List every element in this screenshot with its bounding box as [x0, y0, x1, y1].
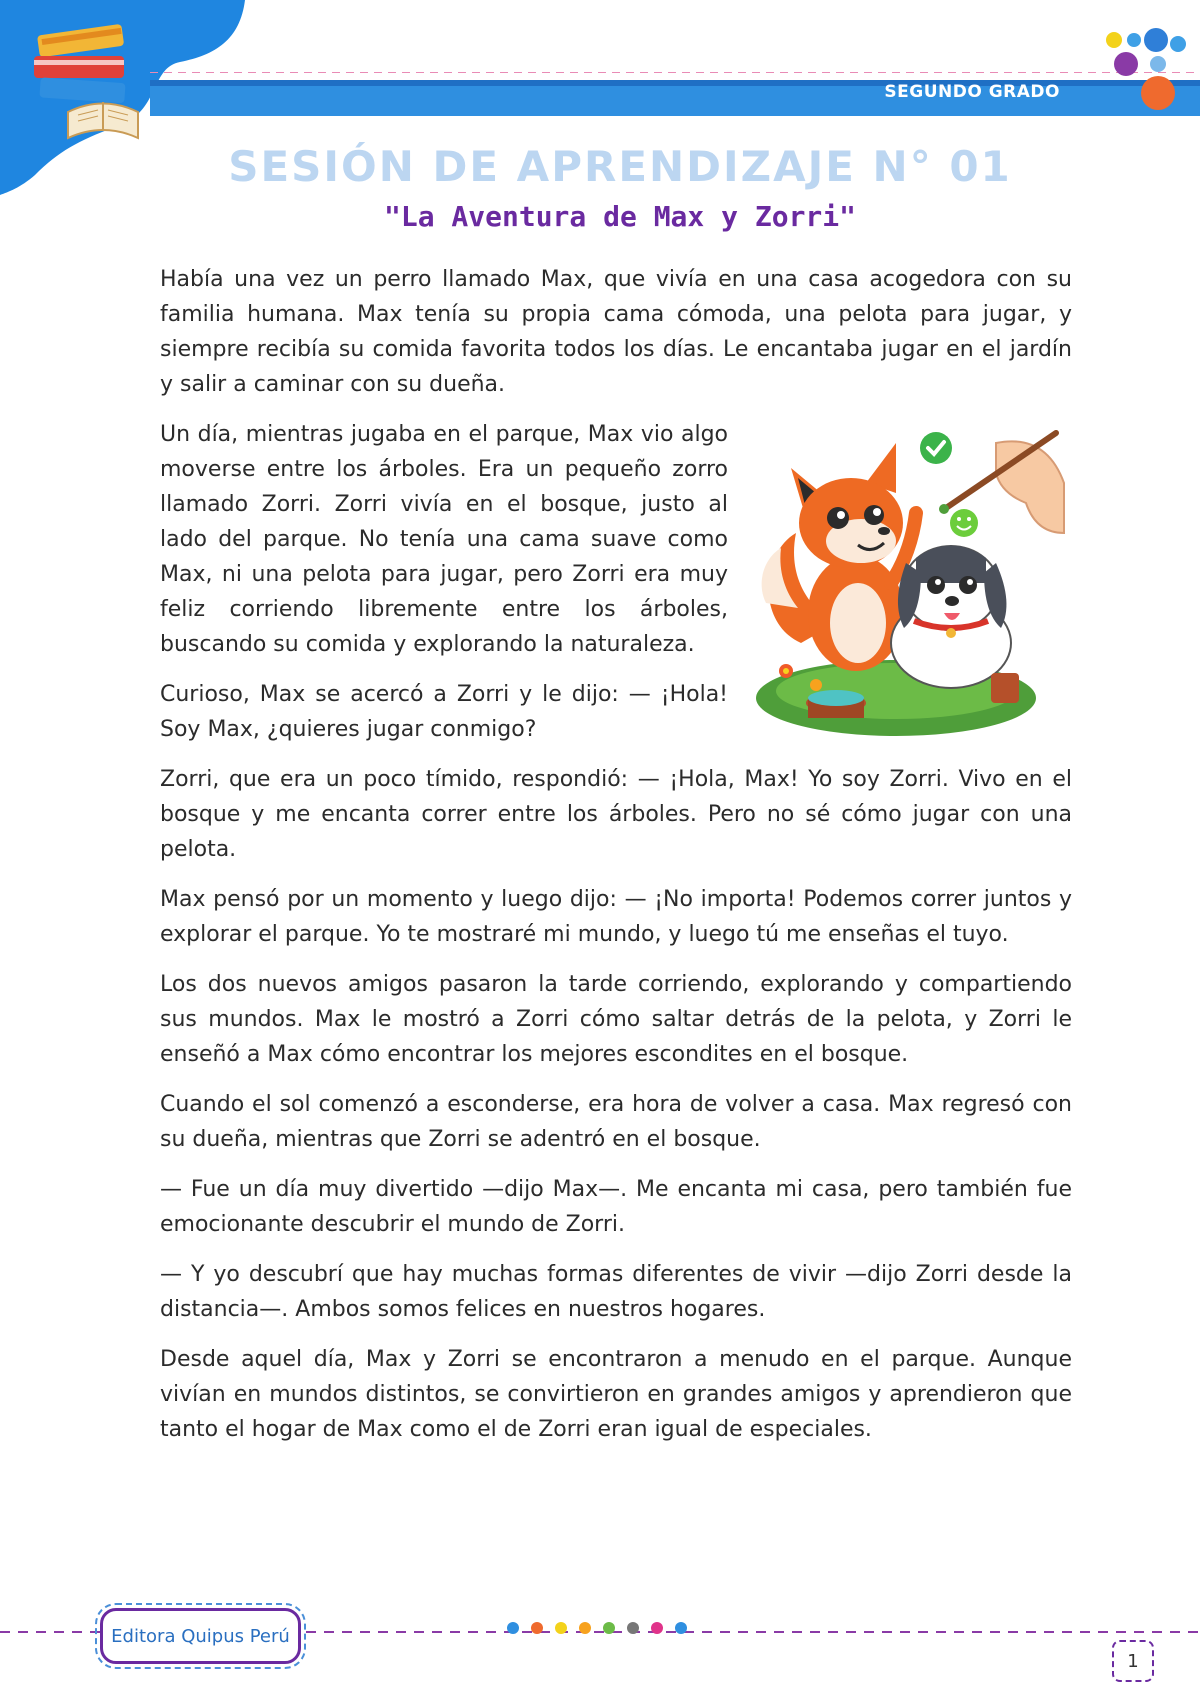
publisher-badge: Editora Quipus Perú — [100, 1608, 301, 1664]
paragraph: Los dos nuevos amigos pasaron la tarde corriendo, explorando y compartiendo sus mundos. Max le mostró a Zorri cómo saltar detrás de la pelota, y Zorri le enseñó a Max cómo encontrar los mejores escondites en el bosque. — [160, 972, 1072, 1067]
page-number: 1 — [1112, 1640, 1154, 1682]
check-icon — [920, 432, 952, 464]
fox-and-dog-illustration — [746, 423, 1076, 745]
paragraph: Curioso, Max se acercó a Zorri y le dijo: — ¡Hola! Soy Max, ¿quieres jugar conmigo? — [160, 682, 728, 742]
paragraph: Desde aquel día, Max y Zorri se encontraron a menudo en el parque. Aunque vivían en mundos distintos, se convirtieron en grandes amigos y aprendieron que tanto el hogar de Max como el de Zorri eran igual de especiales. — [160, 1347, 1072, 1442]
dots-decoration — [1100, 20, 1200, 120]
story-title: "La Aventura de Max y Zorri" — [383, 200, 856, 233]
paragraph: Había una vez un perro llamado Max, que vivía en una casa acogedora con su familia humana. Max tenía su propia cama cómoda, una pelota para jugar, y siempre recibía su comida favorita todos los días. Le encantaba jugar en el jardín y salir a caminar con su dueña. — [160, 267, 1072, 397]
paragraph: Cuando el sol comenzó a esconderse, era hora de volver a casa. Max regresó con su dueña, mientras que Zorri se adentró en el bosque. — [160, 1092, 1072, 1152]
paragraph: — Y yo descubrí que hay muchas formas diferentes de vivir —dijo Zorri desde la distancia—. Ambos somos felices en nuestros hogares. — [160, 1262, 1072, 1322]
grade-label: SEGUNDO GRADO — [884, 82, 1060, 102]
paragraph: Un día, mientras jugaba en el parque, Max vio algo moverse entre los árboles. Era un pequeño zorro llamado Zorri. Zorri vivía en el bosque, justo al lado del parque. No tenía una cama suave como Max, ni una pelota para jugar, pero Zorri era muy feliz corriendo libremente entre los árboles, buscando su comida y explorando la naturaleza. — [160, 422, 728, 657]
story-body — [160, 262, 1072, 1462]
books-icon — [28, 20, 178, 145]
paragraph: Zorri, que era un poco tímido, respondió: — ¡Hola, Max! Yo soy Zorri. Vivo en el bosque y me encanta correr entre los árboles. Pero no sé cómo jugar con una pelota. — [160, 767, 1072, 862]
page-title: SESIÓN DE APRENDIZAJE N° 01 — [228, 142, 1012, 191]
paragraph: — Fue un día muy divertido —dijo Max—. Me encanta mi casa, pero también fue emocionante descubrir el mundo de Zorri. — [160, 1177, 1072, 1237]
paragraph: Max pensó por un momento y luego dijo: — ¡No importa! Podemos correr juntos y explorar el parque. Yo te mostraré mi mundo, y luego tú me enseñas el tuyo. — [160, 887, 1072, 947]
pins-decoration — [505, 1618, 695, 1644]
smiley-icon — [950, 509, 978, 537]
